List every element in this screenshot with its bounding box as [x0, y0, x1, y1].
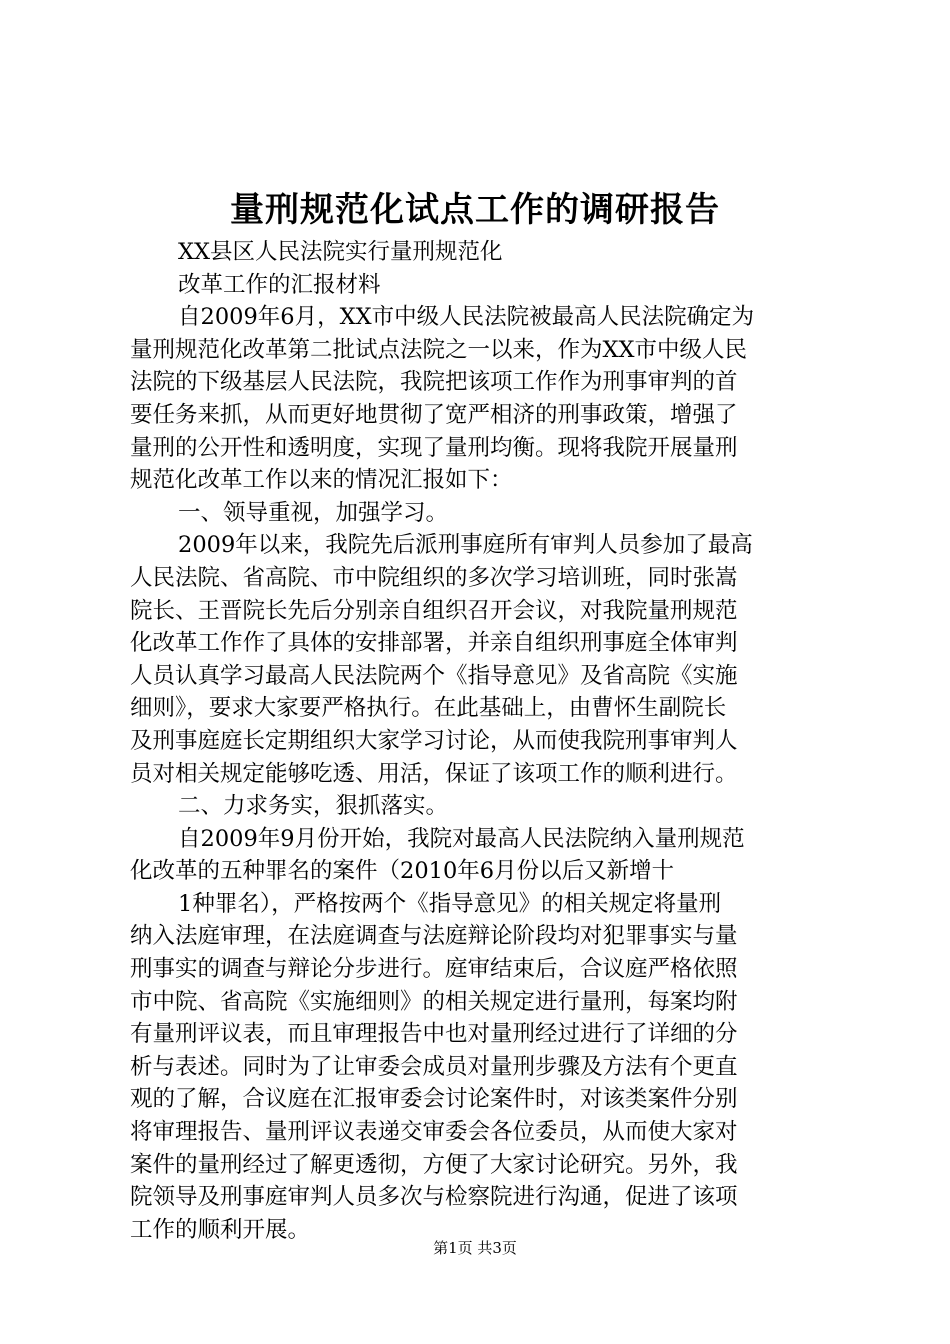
text-line: 化改革的五种罪名的案件（2010年6月份以后又新增十	[130, 858, 675, 885]
page-footer: 第1页 共3页	[433, 1239, 517, 1257]
text-line: 1种罪名），严格按两个《指导意见》的相关规定将量刑	[178, 890, 722, 917]
text-line: 法院的下级基层人民法院，我院把该项工作作为刑事审判的首	[130, 369, 738, 396]
text-line: XX县区人民法院实行量刑规范化	[178, 239, 503, 265]
text-line: 2009年以来，我院先后派刑事庭所有审判人员参加了最高	[178, 532, 753, 559]
text-line: 将审理报告、量刑评议表递交审委会各位委员，从而使大家对	[130, 1119, 738, 1146]
text-line: 刑事实的调查与辩论分步进行。庭审结束后，合议庭严格依照	[130, 956, 738, 983]
text-line: 及刑事庭庭长定期组织大家学习讨论，从而使我院刑事审判人	[130, 727, 738, 754]
text-line: 析与表述。同时为了让审委会成员对量刑步骤及方法有个更直	[130, 1053, 738, 1080]
text-line: 有量刑评议表，而且审理报告中也对量刑经过进行了详细的分	[130, 1021, 738, 1048]
document-body	[130, 236, 830, 1246]
text-line: 市中院、省高院《实施细则》的相关规定进行量刑，每案均附	[130, 988, 738, 1015]
text-line: 自2009年6月，XX市中级人民法院被最高人民法院确定为	[178, 304, 755, 331]
text-line: 人民法院、省高院、市中院组织的多次学习培训班，同时张嵩	[130, 564, 738, 591]
text-line: 规范化改革工作以来的情况汇报如下：	[130, 467, 513, 494]
text-line: 员对相关规定能够吃透、用活，保证了该项工作的顺利进行。	[130, 760, 738, 787]
text-line: 化改革工作作了具体的安排部署，并亲自组织刑事庭全体审判	[130, 630, 738, 657]
text-line: 观的了解，合议庭在汇报审委会讨论案件时，对该类案件分别	[130, 1086, 738, 1113]
text-line: 院长、王晋院长先后分别亲自组织召开会议，对我院量刑规范	[130, 597, 738, 624]
text-line: 二、力求务实，狠抓落实。	[178, 793, 449, 820]
text-line: 改革工作的汇报材料	[178, 271, 381, 298]
document-title: 量刑规范化试点工作的调研报告	[230, 190, 720, 230]
text-line: 量刑规范化改革第二批试点法院之一以来，作为XX市中级人民	[130, 336, 748, 363]
text-line: 案件的量刑经过了解更透彻，方便了大家讨论研究。另外，我	[130, 1151, 738, 1178]
text-line: 院领导及刑事庭审判人员多次与检察院进行沟通，促进了该项	[130, 1184, 738, 1211]
text-line: 自2009年9月份开始，我院对最高人民法院纳入量刑规范	[178, 825, 745, 852]
text-line: 量刑的公开性和透明度，实现了量刑均衡。现将我院开展量刑	[130, 434, 738, 461]
text-line: 人员认真学习最高人民法院两个《指导意见》及省高院《实施	[130, 662, 738, 689]
text-line: 细则》，要求大家要严格执行。在此基础上，由曹怀生副院长	[130, 695, 727, 722]
text-line: 工作的顺利开展。	[130, 1216, 311, 1243]
text-line: 一、领导重视，加强学习。	[178, 499, 449, 526]
text-line: 要任务来抓，从而更好地贯彻了宽严相济的刑事政策，增强了	[130, 401, 738, 428]
text-line: 纳入法庭审理，在法庭调查与法庭辩论阶段均对犯罪事实与量	[130, 923, 738, 950]
